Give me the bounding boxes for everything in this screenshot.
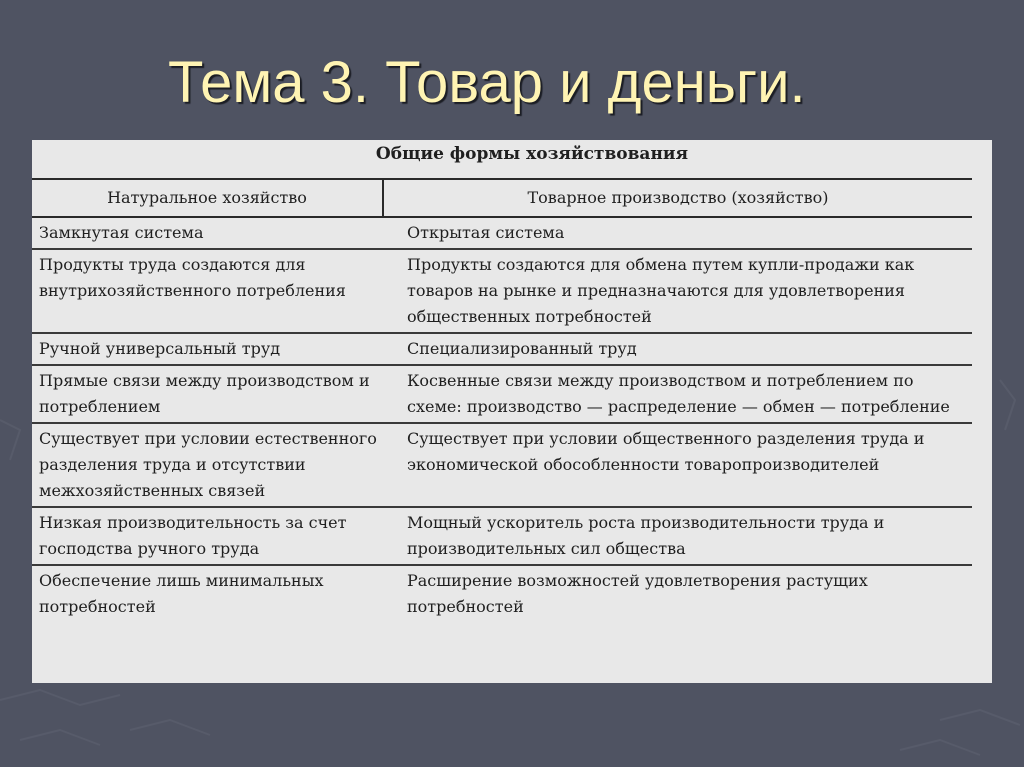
table-row — [32, 365, 972, 423]
row-cell-natural: Существует при условии естественного разделения труда и отсутствии межхозяйственных связей — [32, 423, 383, 507]
slide-title: Тема 3. Товар и деньги. — [168, 50, 806, 115]
row-cell-commodity: Мощный ускоритель роста производительности труда и производительных сил общества — [383, 507, 972, 565]
table-caption: Общие формы хозяйствования — [375, 144, 689, 164]
table-row — [32, 333, 972, 365]
row-cell-natural: Прямые связи между производством и потреблением — [32, 365, 383, 423]
row-cell-natural: Ручной универсальный труд — [32, 333, 383, 365]
row-cell-commodity: Открытая система — [383, 217, 972, 249]
row-cell-commodity: Косвенные связи между производством и потреблением по схеме: производство — распределение — обмен — потребление — [383, 365, 972, 423]
table-row — [32, 249, 972, 333]
table-header-row — [32, 179, 972, 217]
row-cell-natural: Замкнутая система — [32, 217, 383, 249]
row-cell-natural: Обеспечение лишь минимальных потребностей — [39, 571, 324, 616]
table-row — [32, 217, 972, 249]
row-cell-commodity: Расширение возможностей удовлетворения растущих потребностей — [407, 571, 868, 616]
header-natural-economy: Натуральное хозяйство — [32, 179, 383, 217]
row-cell-commodity: Существует при условии общественного разделения труда и экономической обособленности товаропроизводителей — [383, 423, 972, 507]
table-row — [32, 507, 972, 565]
row-cell-commodity: Специализированный труд — [383, 333, 972, 365]
row-cell-natural: Продукты труда создаются для внутрихозяйственного потребления — [32, 249, 383, 333]
header-commodity-production: Товарное производство (хозяйство) — [383, 179, 972, 217]
scanned-table-image — [32, 140, 992, 683]
row-cell-commodity: Продукты создаются для обмена путем купли-продажи как товаров на рынке и предназначаются для удовлетворения общественных потребностей — [383, 249, 972, 333]
table-row — [32, 565, 972, 622]
economy-forms-table — [32, 178, 972, 622]
table-row — [32, 423, 972, 507]
row-cell-natural: Низкая производительность за счет господства ручного труда — [32, 507, 383, 565]
